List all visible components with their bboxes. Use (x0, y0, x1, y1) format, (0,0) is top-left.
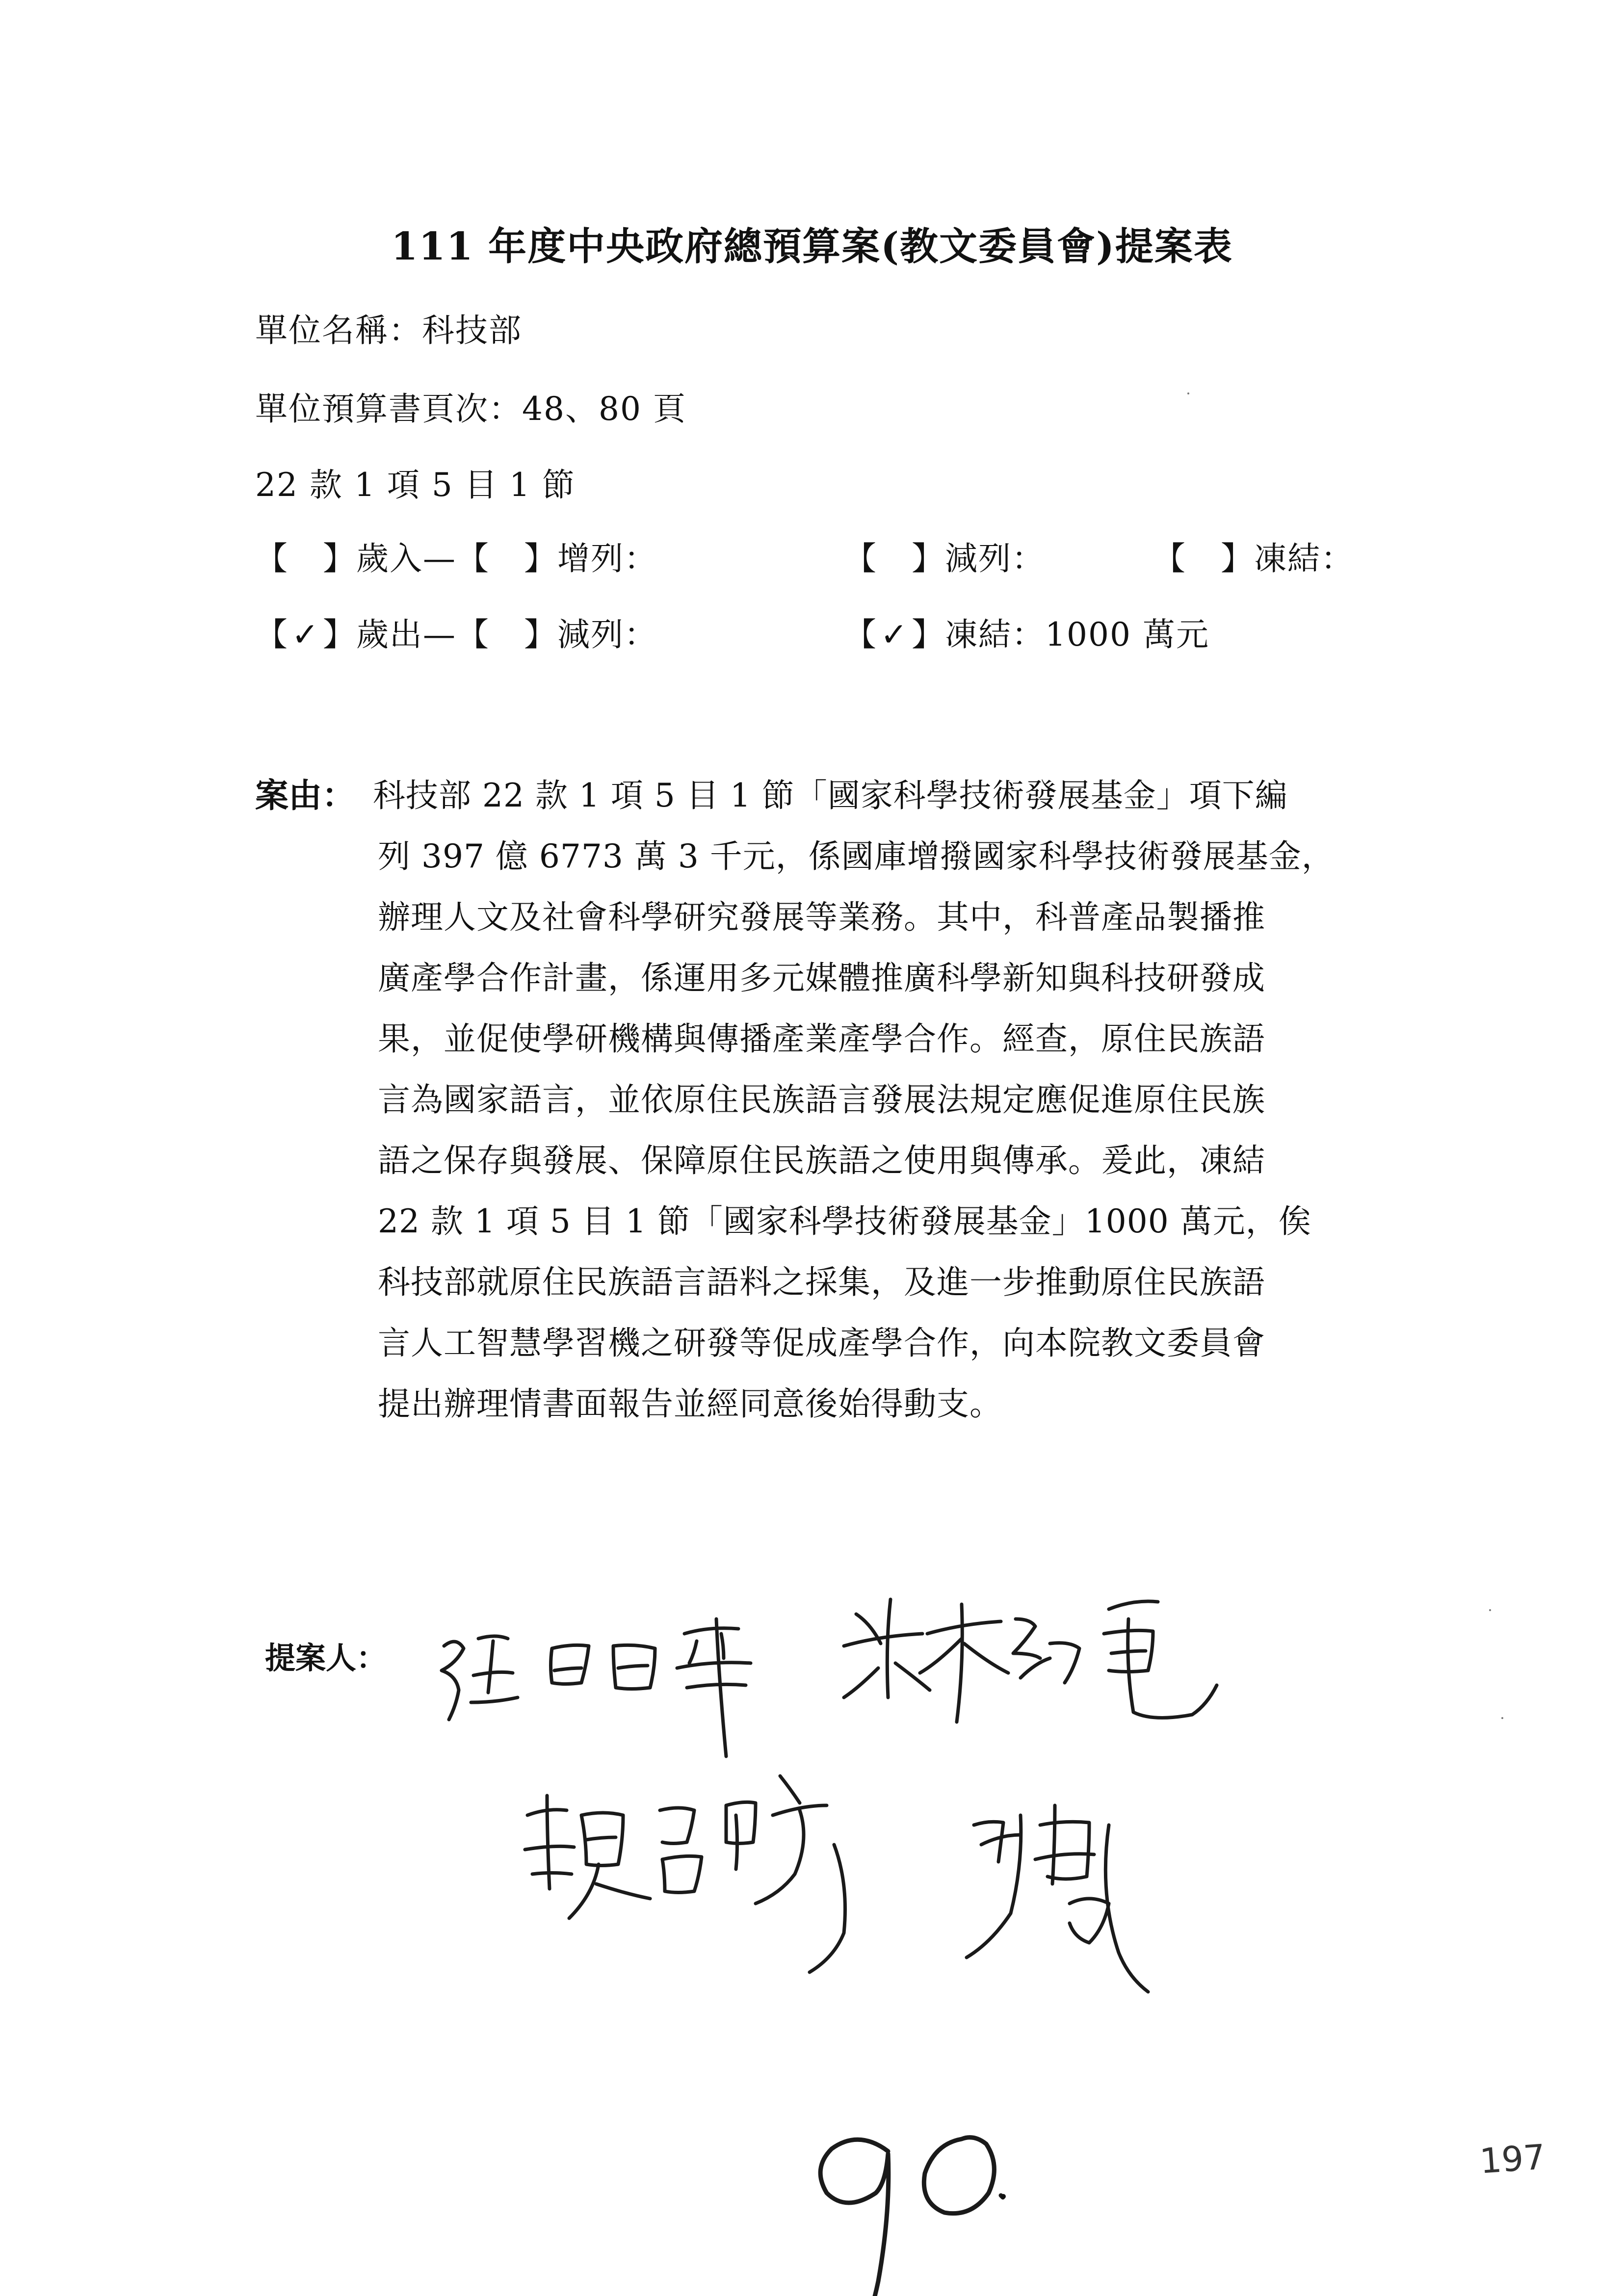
signature-2 (844, 1599, 1217, 1722)
expenditure-option: 【✓】歲出—【 】減列： (255, 616, 657, 653)
handwritten-period (1001, 2194, 1006, 2199)
scan-speck (1501, 1717, 1503, 1719)
revenue-option: 【 】歲入—【 】增列： (255, 540, 657, 577)
reason-line: 列 397 億 6773 萬 3 千元，係國庫增撥國家科學技術發展基金， (378, 837, 1335, 875)
expenditure-decrease-label: 】減列： (524, 616, 657, 653)
reason-line: 言人工智慧學習機之研發等促成產學合作，向本院教文委員會 (378, 1324, 1265, 1362)
handwritten-number-label: 90. (952, 2286, 954, 2287)
revenue-increase-label: 】增列： (524, 540, 657, 577)
reason-line: 22 款 1 項 5 目 1 節「國家科學技術發展基金」1000 萬元，俟 (378, 1202, 1311, 1240)
revenue-decrease-option: 【 】減列： (844, 540, 1045, 577)
expenditure-freeze-option: 【✓】凍結：1000 萬元 (844, 616, 1209, 653)
reason-line: 科技部 22 款 1 項 5 目 1 節「國家科學技術發展基金」項下編 (373, 777, 1288, 814)
scan-speck (1187, 392, 1189, 394)
signature-4 (967, 1805, 1148, 1992)
reason-line: 辦理人文及社會科學研究發展等業務。其中，科普產品製播推 (378, 898, 1265, 936)
signature-3 (525, 1776, 845, 1972)
reason-line: 科技部就原住民族語言語料之採集，及進一步推動原住民族語 (378, 1263, 1265, 1301)
reason-line: 廣產學合作計畫，係運用多元媒體推廣科學新知與科技研發成 (378, 959, 1265, 997)
signature-1 (442, 1619, 751, 1756)
proposer-label: 提案人： (265, 1640, 387, 1676)
reason-line: 言為國家語言，並依原住民族語言發展法規定應促進原住民族 (378, 1081, 1265, 1119)
reason-line: 果，並促使學研機構與傳播產業產學合作。經查，原住民族語 (378, 1020, 1265, 1058)
revenue-freeze-label: 】凍結： (1221, 540, 1354, 577)
reason-label: 案由： (255, 776, 356, 815)
expenditure-check-icon: ✓ (291, 616, 320, 653)
page-number: 197 (1478, 2137, 1547, 2182)
budget-item-line: 22 款 1 項 5 目 1 節 (255, 466, 576, 504)
revenue-decrease-label: 】減列： (912, 540, 1045, 577)
handwritten-number-90 (820, 2138, 1003, 2296)
revenue-freeze-option: 【 】凍結： (1153, 540, 1354, 577)
budget-pages-line: 單位預算書頁次：48、80 頁 (255, 390, 686, 428)
reason-line: 語之保存與發展、保障原住民族語之使用與傳承。爰此，凍結 (378, 1142, 1265, 1179)
document-title: 111 年度中央政府總預算案(教文委員會)提案表 (391, 224, 1233, 269)
unit-name-line: 單位名稱：科技部 (255, 312, 522, 349)
expenditure-freeze-check-icon: ✓ (880, 616, 909, 653)
reason-line: 提出辦理情書面報告並經同意後始得動支。 (378, 1385, 1002, 1423)
options-row-revenue (255, 532, 1433, 576)
reason-text (373, 765, 1403, 1435)
options-row-expenditure (255, 608, 1433, 652)
expenditure-freeze-label: 】凍結：1000 萬元 (912, 616, 1209, 653)
scan-speck (1489, 1609, 1491, 1611)
